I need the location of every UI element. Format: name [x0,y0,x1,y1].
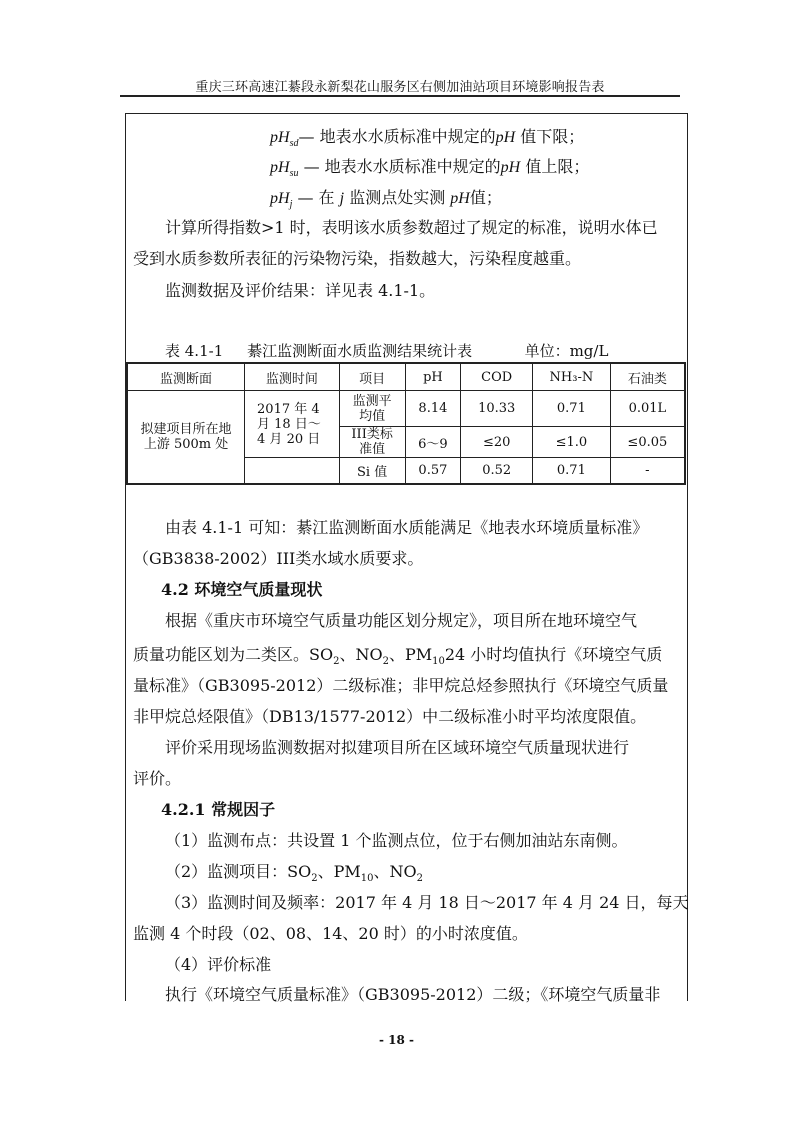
table-header-row [127,363,685,391]
para-air-l3: 量标准》（GB3095-2012）二级标准；非甲烷总烃参照执行《环境空气质量 [133,676,669,695]
page-number: - 18 - [378,1033,414,1047]
cell-value: 0.52 [461,458,533,484]
item-monitor-point: （1）监测布点：共设置 1 个监测点位，位于右侧加油站东南侧。 [165,831,628,850]
para-results: 监测数据及评价结果：详见表 4.1-1。 [165,281,436,300]
cell-value: ≤1.0 [533,427,611,458]
def-pHsu: $pH_{su}$ — 地表水水质标准中规定的pH 值上限； [270,157,590,180]
def-pHj: $pH_j$ — 在 j 监测点处实测 pH值； [270,188,502,211]
cell-value: 0.71 [533,391,611,427]
th-item: 项目 [339,363,405,391]
cell-value: 10.33 [461,391,533,427]
item-monitor-time-l1: （3）监测时间及频率：2017 年 4 月 18 日～2017 年 4 月 24 日，每天 [165,893,689,912]
def-pHsd: $pH_{sd}—$ 地表水水质标准中规定的pH 值下限； [270,127,585,150]
cell-value: 0.57 [405,458,461,484]
item-monitor-time-l2: 监测 4 个时段（02、08、14、20 时）的小时浓度值。 [133,924,528,943]
th-nh3n: NH₃-N [533,363,611,391]
item-eval-standard: （4）评价标准 [165,955,272,974]
para-conclusion-l2: （GB3838-2002）III类水域水质要求。 [133,549,424,568]
th-time: 监测时间 [245,363,340,391]
item-monitor-items: （2）监测项目：$SO_2$、$PM_{10}$、$NO_2$ [165,862,424,885]
cell-time-empty [245,458,340,484]
para-index-l2: 受到水质参数所表征的污染物污染，指数越大，污染程度越重。 [133,249,582,268]
cell-item: Si 值 [339,458,405,484]
para-standard: 执行《环境空气质量标准》（GB3095-2012）二级；《环境空气质量非 [165,985,661,1004]
cell-item: III类标准值 [339,427,405,458]
cell-value: - [610,458,685,484]
cell-time: 2017 年 4 月 18 日～4 月 20 日 [245,391,340,458]
water-quality-table [126,362,686,485]
para-eval-l2: 评价。 [133,769,182,788]
para-air-l1: 根据《重庆市环境空气质量功能区划分规定》，项目所在地环境空气 [165,611,638,630]
cell-value: 0.71 [533,458,611,484]
para-eval-l1: 评价采用现场监测数据对拟建项目所在区域环境空气质量现状进行 [165,738,630,757]
cell-section: 拟建项目所在地上游 500m 处 [127,391,245,484]
para-conclusion-l1: 由表 4.1-1 可知：綦江监测断面水质能满足《地表水环境质量标准》 [165,518,649,537]
table-row [127,391,685,427]
para-air-l4: 非甲烷总烃限值》（DB13/1577-2012）中二级标准小时平均浓度限值。 [133,707,647,726]
header-rule [120,95,680,97]
cell-value: ≤0.05 [610,427,685,458]
cell-value: 6～9 [405,427,461,458]
cell-value: 8.14 [405,391,461,427]
th-ph: pH [405,363,461,391]
para-index-l1: 计算所得指数>1 时，表明该水质参数超过了规定的标准，说明水体已 [165,218,658,237]
para-air-l2: 质量功能区划为二类区。$SO_2$、$NO_2$、$PM_{10}24$ 小时均值执行《环境空气质 [133,645,663,668]
section-heading-4-2-1: 4.2.1 常规因子 [161,800,276,819]
cell-value: 0.01L [610,391,685,427]
table-caption: 表 4.1-1 綦江监测断面水质监测结果统计表 单位：mg/L [165,342,609,360]
section-heading-4-2: 4.2 环境空气质量现状 [161,580,323,599]
th-section: 监测断面 [127,363,245,391]
th-oil: 石油类 [610,363,685,391]
cell-value: ≤20 [461,427,533,458]
th-cod: COD [461,363,533,391]
running-header: 重庆三环高速江綦段永新梨花山服务区右侧加油站项目环境影响报告表 [195,80,605,95]
cell-item: 监测平均值 [339,391,405,427]
